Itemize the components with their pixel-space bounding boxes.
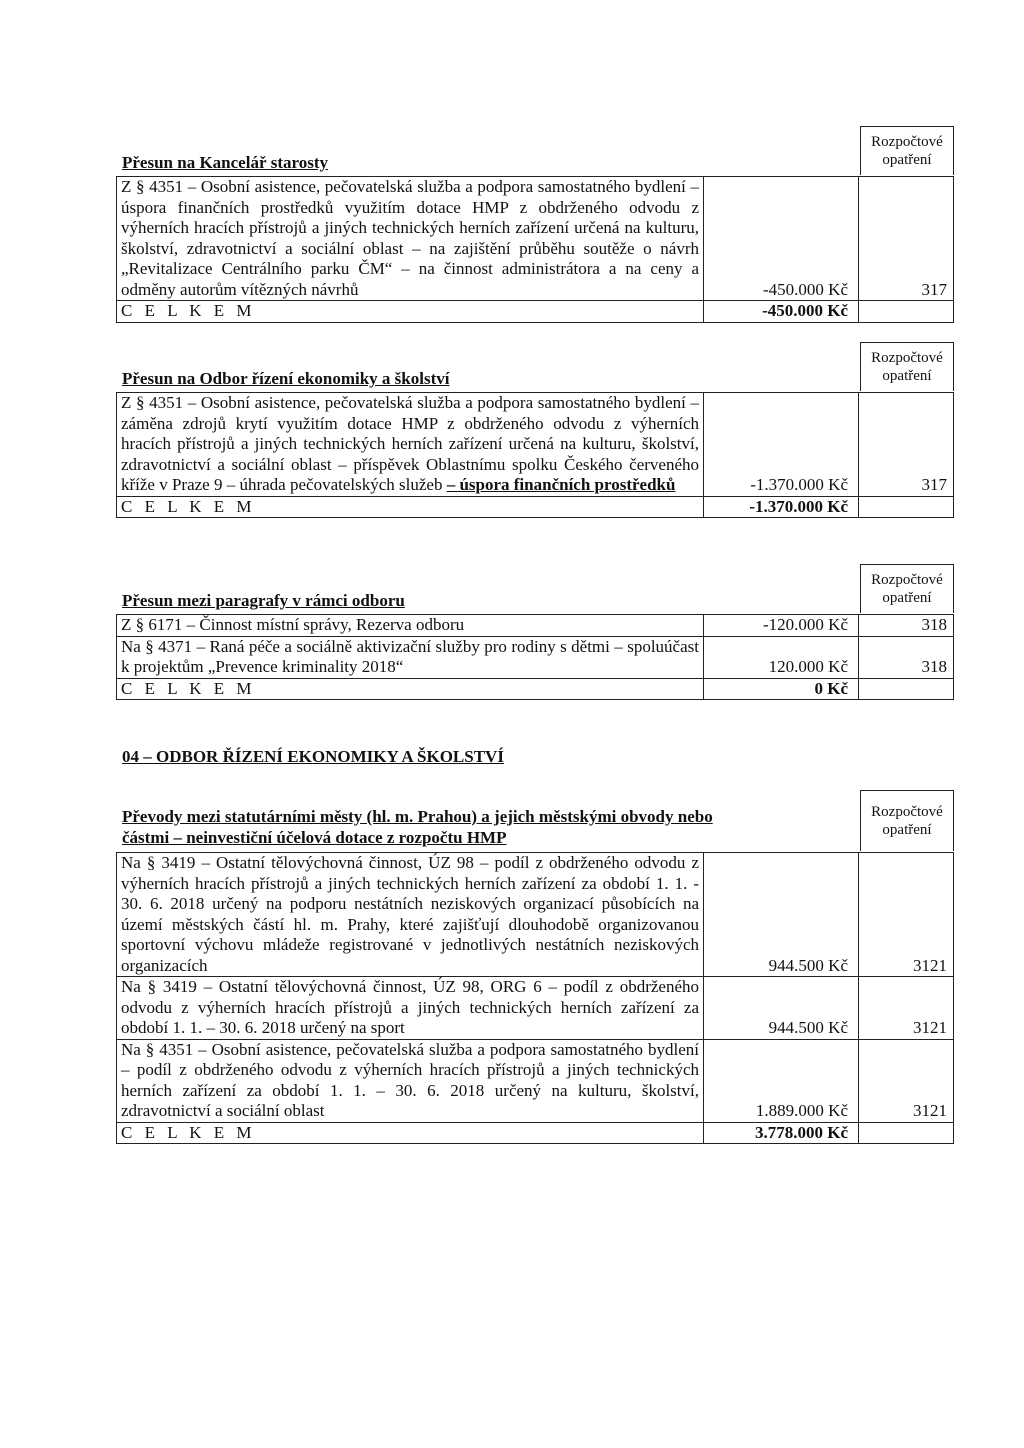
total-amount: -1.370.000 Kč xyxy=(704,496,859,518)
total-label: C E L K E M xyxy=(117,301,704,323)
row-text-cell xyxy=(117,393,704,497)
total-amount: 3.778.000 Kč xyxy=(704,1122,859,1144)
block-title: Přesun na Odbor řízení ekonomiky a školství xyxy=(122,369,450,388)
total-ro xyxy=(859,301,954,323)
budget-table xyxy=(116,852,954,1144)
total-ro xyxy=(859,1122,954,1144)
total-amount: -450.000 Kč xyxy=(704,301,859,323)
total-row xyxy=(117,678,954,700)
table-row xyxy=(117,177,954,301)
row-text: Na § 3419 – Ostatní tělovýchovná činnost, ÚZ 98 – podíl z obdrženého odvodu z výherních hracích přístrojů a jiných technických herních zařízení za období 1. 1. - 30. 6. 2018 určený na podporu nestátních neziskových organizací působících na území městských částí hl. m. Prahy, které zajišťují dlouhodobě organizovanou sportovní výchovu mládeže registrované v jednotlivých nestátních neziskových organizacích xyxy=(117,853,704,977)
table-row xyxy=(117,393,954,497)
row-ro: 318 xyxy=(859,636,954,678)
table-row xyxy=(117,1039,954,1122)
row-text: Na § 3419 – Ostatní tělovýchovná činnost, ÚZ 98, ORG 6 – podíl z obdrženého odvodu z výherních hracích přístrojů a jiných technických herních zařízení za období 1. 1. – 30. 6. 2018 určený na sport xyxy=(117,977,704,1040)
budget-table xyxy=(116,392,954,518)
row-ro: 318 xyxy=(859,615,954,637)
total-row xyxy=(117,1122,954,1144)
row-text: Z § 4351 – Osobní asistence, pečovatelská služba a podpora samostatného bydlení – záměna zdrojů krytí využitím dotace HMP z obdrženého odvodu z výherních hracích přístrojů a jiných technických herních zařízení určená na kulturu, školství, zdravotnictví a sociální oblast – příspěvek Oblastnímu spolku Českého červeného kříže v Praze 9 – úhrada pečovatelských služeb xyxy=(121,393,699,494)
row-ro: 317 xyxy=(859,393,954,497)
row-amount: 944.500 Kč xyxy=(704,977,859,1040)
total-row xyxy=(117,496,954,518)
row-ro: 3121 xyxy=(859,853,954,977)
row-text: Na § 4371 – Raná péče a sociálně aktivizační služby pro rodiny s dětmi – spoluúčast k projektům „Prevence kriminality 2018“ xyxy=(117,636,704,678)
total-ro xyxy=(859,678,954,700)
row-amount: 944.500 Kč xyxy=(704,853,859,977)
row-amount: 1.889.000 Kč xyxy=(704,1039,859,1122)
row-ro: 3121 xyxy=(859,1039,954,1122)
block-title: Přesun na Kancelář starosty xyxy=(122,153,329,172)
row-text: Z § 4351 – Osobní asistence, pečovatelská služba a podpora samostatného bydlení – úspora finančních prostředků využitím dotace HMP z obdrženého odvodu z výherních hracích přístrojů a jiných technických herních zařízení určená na kulturu, školství, zdravotnictví a sociální oblast – na zajištění průběhu soutěže o návrh „Revitalizace Centrálního parku ČM“ – na činnost administrátora a na ceny a odměny autorům vítězných návrhů xyxy=(117,177,704,301)
column-header-rozpoctove-opatreni: Rozpočtové opatření xyxy=(860,790,954,851)
row-text: Z § 6171 – Činnost místní správy, Rezerva odboru xyxy=(117,615,704,637)
block-prevody-mezi-mesty xyxy=(116,790,954,1144)
table-row xyxy=(117,853,954,977)
block-title: Převody mezi statutárními městy (hl. m. Prahou) a jejich městskými obvody nebo částmi – neinvestiční účelová dotace z rozpočtu HMP xyxy=(122,807,713,847)
block-title: Přesun mezi paragrafy v rámci odboru xyxy=(122,591,405,610)
row-text: Na § 4351 – Osobní asistence, pečovatelská služba a podpora samostatného bydlení – podíl z obdrženého odvodu z výherních hracích přístrojů a jiných technických herních zařízení za období 1. 1. – 30. 6. 2018 určený na kulturu, školství, zdravotnictví a sociální oblast xyxy=(117,1039,704,1122)
total-amount: 0 Kč xyxy=(704,678,859,700)
total-row xyxy=(117,301,954,323)
table-row xyxy=(117,977,954,1040)
row-ro: 3121 xyxy=(859,977,954,1040)
total-label: C E L K E M xyxy=(117,496,704,518)
column-header-rozpoctove-opatreni: Rozpočtové opatření xyxy=(860,126,954,175)
budget-table xyxy=(116,614,954,700)
section-title: 04 – ODBOR ŘÍZENÍ EKONOMIKY A ŠKOLSTVÍ xyxy=(122,747,504,766)
total-label: C E L K E M xyxy=(117,678,704,700)
row-text-bold: – úspora finančních prostředků xyxy=(446,475,676,494)
block-kancelar-starosty xyxy=(116,126,954,323)
block-presun-mezi-paragrafy xyxy=(116,564,954,700)
total-ro xyxy=(859,496,954,518)
row-amount: -450.000 Kč xyxy=(704,177,859,301)
table-row xyxy=(117,615,954,637)
table-row xyxy=(117,636,954,678)
row-amount: -1.370.000 Kč xyxy=(704,393,859,497)
block-odbor-rizeni-ekonomiky xyxy=(116,342,954,518)
column-header-rozpoctove-opatreni: Rozpočtové opatření xyxy=(860,564,954,613)
total-label: C E L K E M xyxy=(117,1122,704,1144)
column-header-rozpoctove-opatreni: Rozpočtové opatření xyxy=(860,342,954,391)
budget-table xyxy=(116,176,954,323)
row-ro: 317 xyxy=(859,177,954,301)
row-amount: -120.000 Kč xyxy=(704,615,859,637)
row-amount: 120.000 Kč xyxy=(704,636,859,678)
